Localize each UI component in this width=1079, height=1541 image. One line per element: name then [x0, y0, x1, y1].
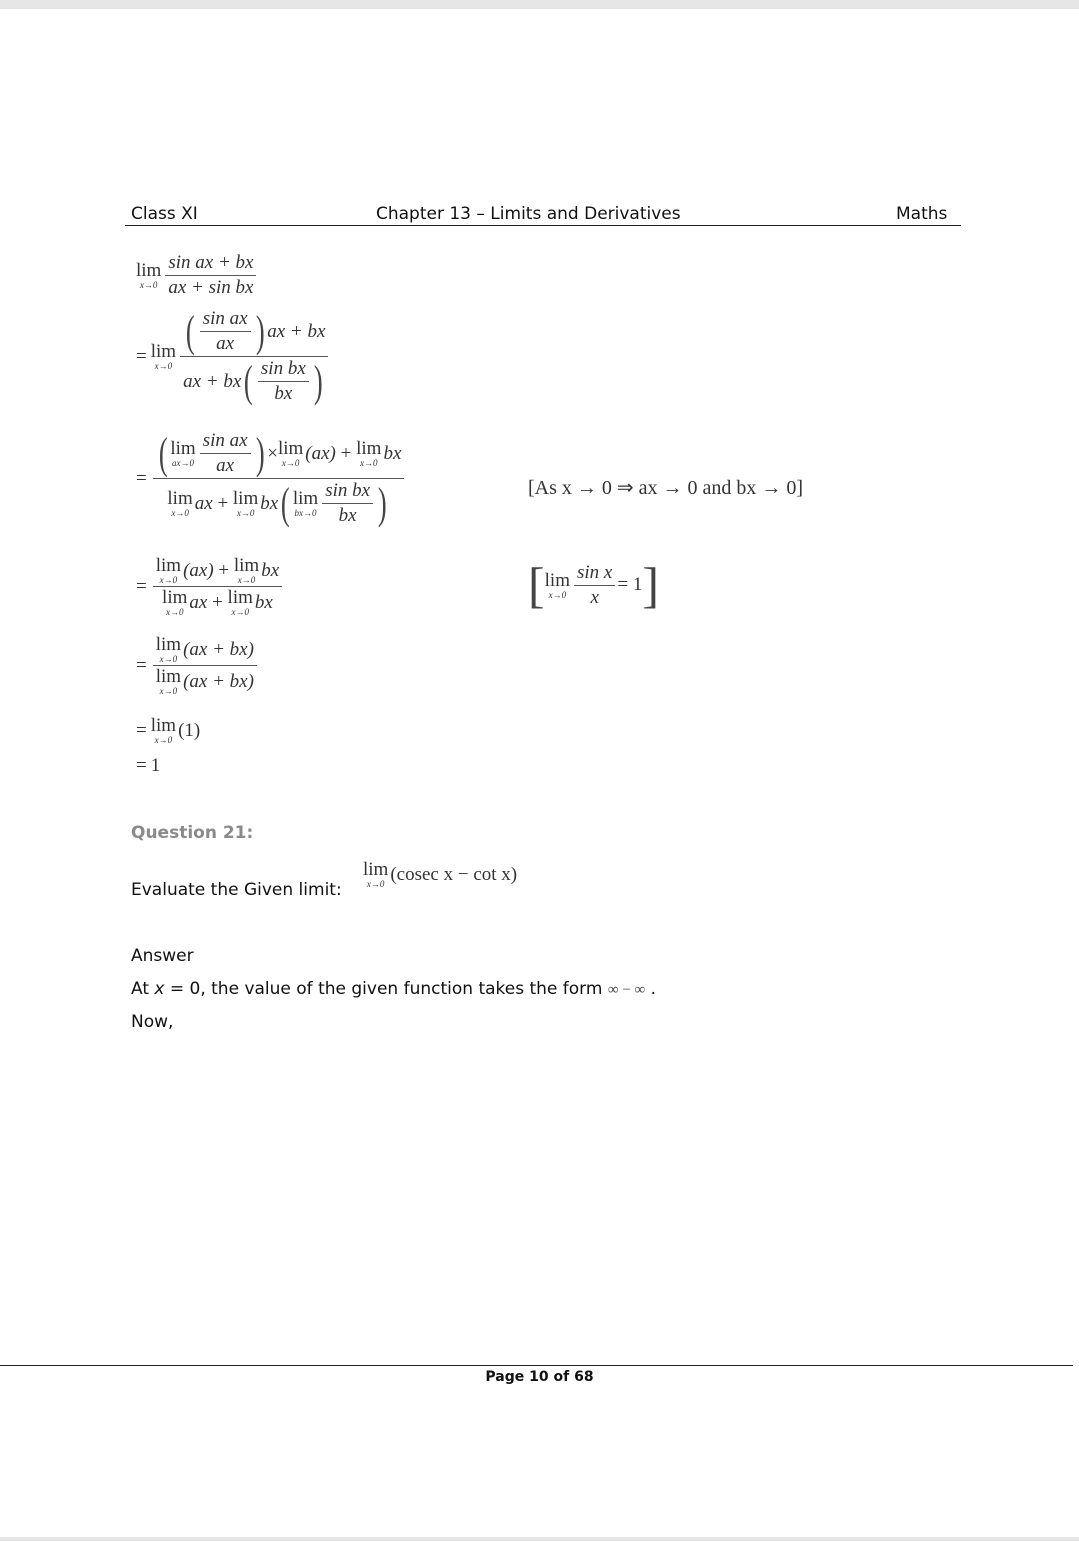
- header-chapter: Chapter 13 – Limits and Derivatives: [376, 204, 681, 224]
- header-class: Class XI: [131, 204, 198, 224]
- fraction: lim x→0 (ax + bx) lim x→0 (ax + bx): [153, 635, 257, 696]
- header-subject: Maths: [896, 204, 948, 224]
- math-line-1: [136, 252, 258, 299]
- answer-label: Answer: [131, 946, 194, 966]
- fraction: lim x→0 (ax) + lim x→0 bx lim x→0 ax + lim x→0 bx: [153, 556, 282, 617]
- viewer-top-band: [0, 0, 1079, 9]
- lim: lim x→0: [136, 260, 162, 290]
- lim: lim x→0: [150, 341, 177, 371]
- fraction: ( lim ax→0 $\frac{\text{sin ax}}{ax}$ ) × lim x→0 (ax) + lim x→0 bx lim x→0 ax + lim x→0 bx ( lim bx→0 $\frac{\text{sin bx}}{bx}$ ): [153, 430, 405, 527]
- answer-line-2: Now,: [131, 1012, 174, 1032]
- fraction: ( $\frac{\text{sin ax}}{ax}$ ) ax + bx ax + bx ( $\frac{\text{sin bx}}{bx}$ ): [180, 308, 328, 405]
- math-line-7: = 1: [136, 755, 161, 776]
- note-standard-limit: [ lim x→0 $\frac{\text{sin x}}{x}$ = 1 ]: [528, 560, 659, 610]
- note-as-x-tends-to-zero: [As x → 0 ⇒ ax → 0 and bx → 0]: [528, 477, 804, 499]
- math-line-6: = lim x→0 (1): [136, 715, 201, 745]
- fraction: $\frac{\text{sin ax + bx}}{\text{ax + sin bx}}$: [165, 252, 256, 299]
- header-divider: [125, 225, 961, 226]
- math-line-5: = lim x→0 (ax + bx) lim x→0 (ax + bx): [136, 635, 259, 696]
- page-number: Page 10 of 68: [485, 1369, 594, 1385]
- math-line-4: = lim x→0 (ax) + lim x→0 bx lim x→0 ax + lim x→0 bx: [136, 556, 284, 617]
- question-expression: lim x→0 (cosec x − cot x): [363, 859, 518, 889]
- question-title: Question 21:: [131, 823, 254, 843]
- answer-line-1: At x = 0, the value of the given function takes the form ∞ − ∞ .: [131, 979, 656, 999]
- footer-divider: [0, 1365, 1073, 1366]
- math-line-2: = lim x→0 ( $\frac{\text{sin ax}}{ax}$ ) ax + bx ax + bx ( $\frac{\text{sin bx}}{bx}$ ): [136, 308, 330, 405]
- viewer-bottom-band: [0, 1537, 1079, 1541]
- question-prompt: Evaluate the Given limit:: [131, 880, 342, 900]
- math-line-3: = ( lim ax→0 $\frac{\text{sin ax}}{ax}$ ) × lim x→0 (ax) + lim x→0 bx lim x→0 ax + lim x→0 bx ( lim bx→0 $\frac{\text{sin bx}}{bx}$ ): [136, 430, 406, 527]
